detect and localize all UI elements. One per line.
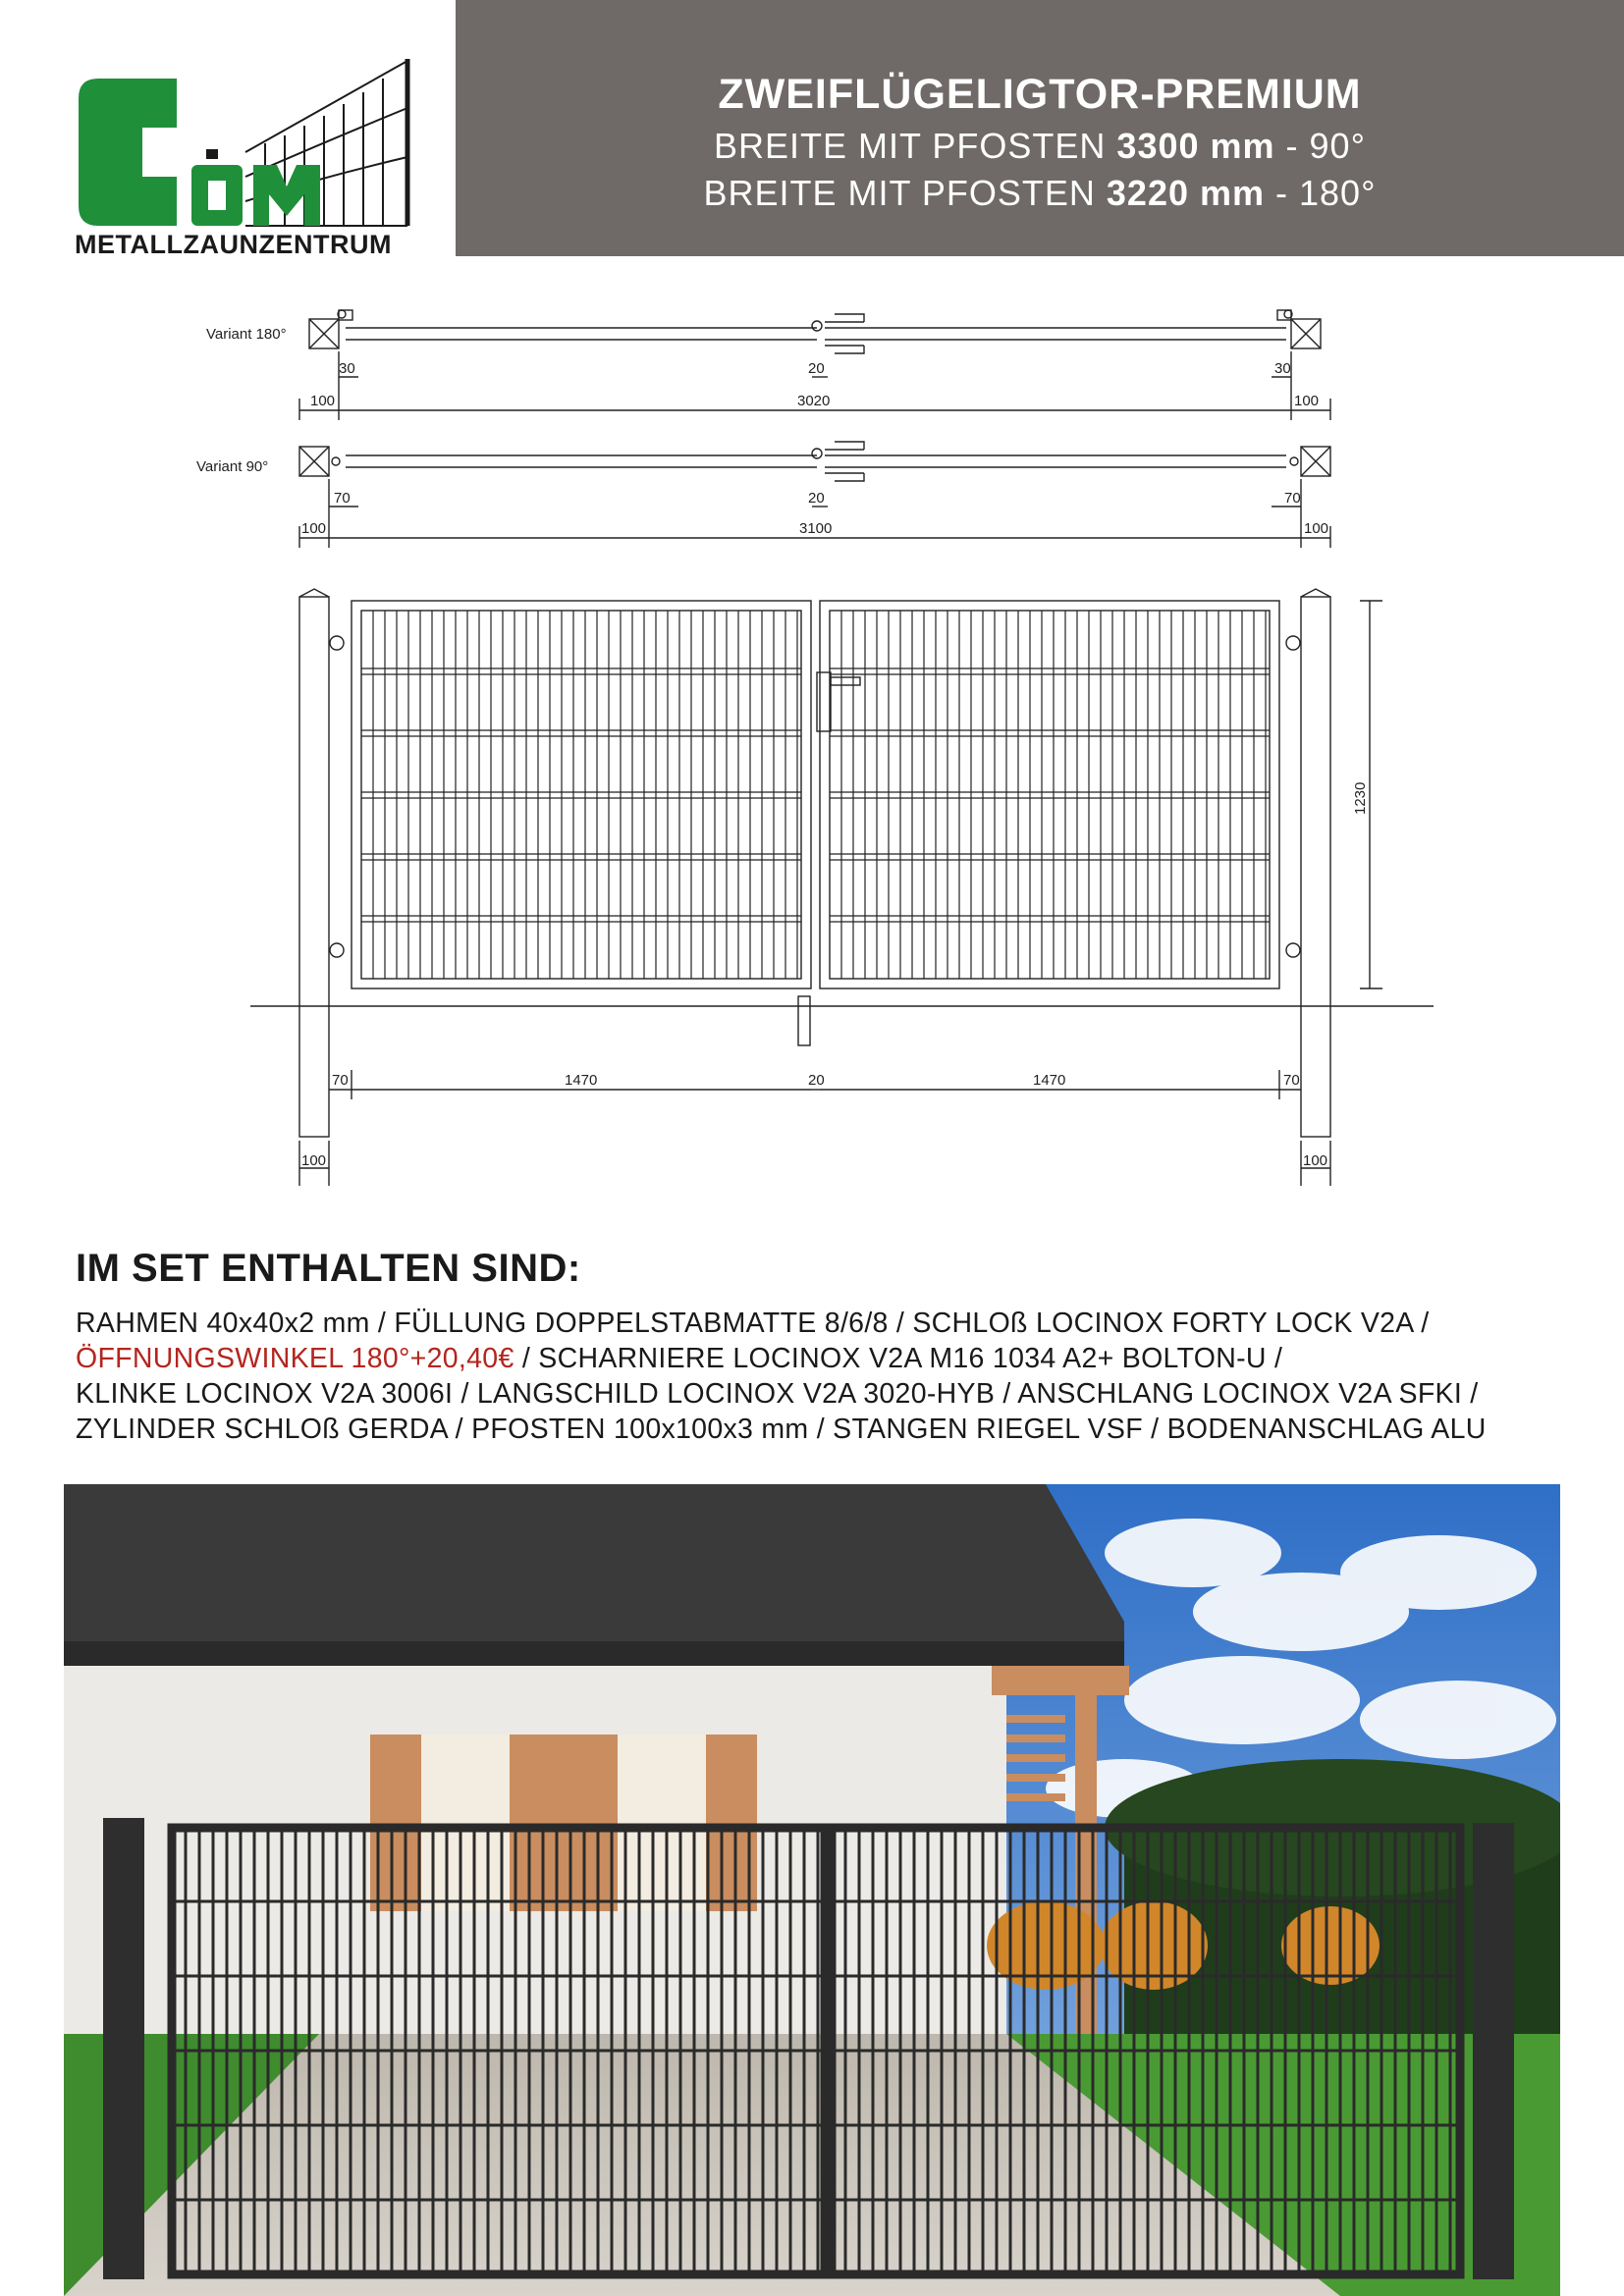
dim-180-2: 30 bbox=[1274, 360, 1291, 377]
set-contents-list bbox=[76, 1306, 1487, 1447]
front-dim-3: 1470 bbox=[1033, 1072, 1066, 1089]
front-dim-0: 70 bbox=[332, 1072, 349, 1089]
variant-180-label: Variant 180° bbox=[206, 326, 287, 343]
front-dim-1: 1470 bbox=[565, 1072, 598, 1089]
set-contents-title: IM SET ENTHALTEN SIND: bbox=[76, 1247, 581, 1290]
front-dim-2: 20 bbox=[808, 1072, 825, 1089]
post-dim-right: 100 bbox=[1303, 1152, 1328, 1169]
dim-180-0: 30 bbox=[339, 360, 355, 377]
set-line-1: RAHMEN 40x40x2 mm / FÜLLUNG DOPPELSTABMATTE 8/6/8 / SCHLOß LOCINOX FORTY LOCK V2A / bbox=[76, 1308, 1430, 1339]
product-title: ZWEIFLÜGELIGTOR-PREMIUM bbox=[718, 71, 1362, 118]
dim-90-2: 70 bbox=[1284, 490, 1301, 507]
set-line-4: ZYLINDER SCHLOß GERDA / PFOSTEN 100x100x3 mm / STANGEN RIEGEL VSF / BODENANSCHLAG ALU bbox=[76, 1414, 1487, 1445]
dim-180-1: 20 bbox=[808, 360, 825, 377]
dim-90-4: 3100 bbox=[799, 520, 833, 537]
set-line-2: ÖFFNUNGSWINKEL 180°+20,40€ / SCHARNIERE LOCINOX V2A M16 1034 A2+ BOLTON-U / bbox=[76, 1343, 1283, 1374]
dim-90-5: 100 bbox=[1304, 520, 1329, 537]
dim-90-1: 20 bbox=[808, 490, 825, 507]
height-dim: 1230 bbox=[1352, 781, 1369, 815]
dim-90-3: 100 bbox=[301, 520, 327, 537]
dim-90-0: 70 bbox=[334, 490, 351, 507]
variant-90-label: Variant 90° bbox=[196, 458, 269, 475]
width-180-line: BREITE MIT PFOSTEN 3220 mm - 180° bbox=[703, 173, 1377, 213]
technical-drawing bbox=[177, 285, 1473, 1198]
front-dim-4: 70 bbox=[1283, 1072, 1300, 1089]
dim-180-5: 100 bbox=[1294, 393, 1320, 409]
product-header bbox=[456, 0, 1624, 256]
opening-angle-price: ÖFFNUNGSWINKEL 180°+20,40€ bbox=[76, 1343, 514, 1374]
width-90-line: BREITE MIT PFOSTEN 3300 mm - 90° bbox=[714, 126, 1366, 166]
dim-180-4: 3020 bbox=[797, 393, 831, 409]
logo-wordmark: METALLZAUNZENTRUM bbox=[75, 230, 392, 259]
set-line-3: KLINKE LOCINOX V2A 3006I / LANGSCHILD LOCINOX V2A 3020-HYB / ANSCHLANG LOCINOX V2A SFKI / bbox=[76, 1378, 1479, 1410]
post-dim-left: 100 bbox=[301, 1152, 327, 1169]
dim-180-3: 100 bbox=[310, 393, 336, 409]
gate-installation-photo bbox=[64, 1484, 1560, 2296]
